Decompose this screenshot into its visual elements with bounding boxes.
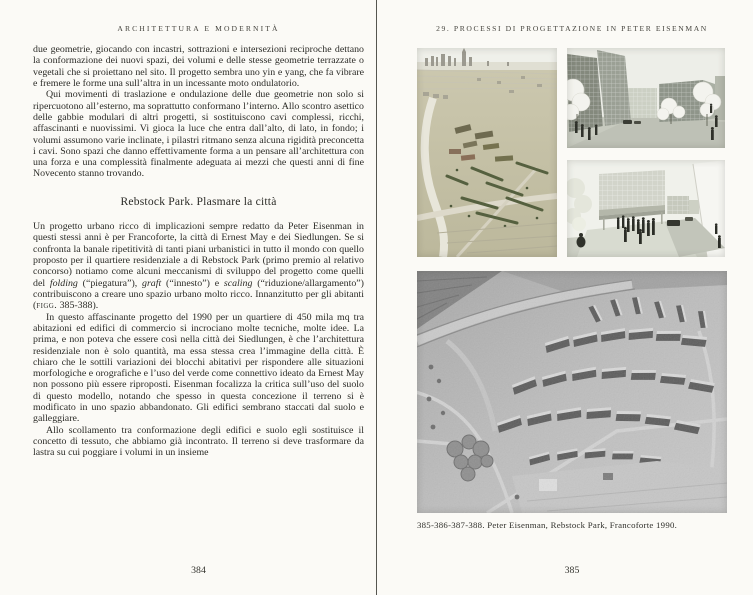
right-running-head: 29. PROCESSI DI PROGETTAZIONE IN PETER EISENMAN (436, 24, 708, 33)
section-heading: Rebstock Park. Plasmare la città (120, 194, 277, 208)
paragraph (33, 89, 364, 180)
left-running-head: ARCHITETTURA E MODERNITÀ (117, 24, 280, 33)
figure-caption: 385-386-387-388. Peter Eisenman, Rebstock Park, Francoforte 1990. (417, 520, 678, 530)
text-segment: graft (142, 277, 162, 289)
figure-387-slab-rendering (567, 160, 725, 257)
text-segment: folding (49, 277, 78, 289)
text-segment: (“innesto”) e (161, 277, 224, 289)
text-segment: Un progetto urbano ricco di implicazioni sempre redatto da Peter Eisenman in questi stessi anni è per Francoforte, la città di Ernest May e dei Siedlungen. Se si confronta la banale ripetitività di tanti piani urbanistici in tutto il mondo con quello proposto per il quartiere residenziale a di Rebstock Park (primo premio al relativo concorso) notiamo come alcuni meccanismi di sviluppo del progetto come quelli del (33, 221, 364, 289)
figure-386-towers-rendering (567, 48, 725, 148)
figure-388-model-photo (417, 271, 727, 513)
left-text-column (33, 44, 364, 459)
text-segment: figg. (36, 300, 58, 312)
paragraph (33, 425, 364, 459)
paragraph (33, 312, 364, 425)
text-segment: Qui movimenti di traslazione e ondulazione delle due geometrie non solo si ripercuotono all’esterno, ma soprattutto conformano l’interno. Allo scontro asettico delle gabbie modulari di altri progetti, si sostituiscono cavi complessi, ricchi, affascinanti e nuovissimi. Vi gioca la luce che entra dall’alto, di lato, in fondo; i volumi assumono varie inclinate, i pilastri ritmano senza alcuna rigidità preconcetta i cavi. Sono spazi che danno effettivamente forma a un pensare all’architettura con una forza e una complessità finalmente adeguata ai mezzi che questi anni di fine Novecento stanno trovando. (33, 89, 364, 180)
paragraph (33, 44, 364, 89)
text-segment: scaling (223, 277, 253, 289)
text-segment: In questo affascinante progetto del 1990 per un quartiere di 450 mila mq tra abitazioni ed edifici di commercio si incrociano molte tecniche, molte idee. La prima, e non poteva che essere così nella città dei Siedlungen, è che l’architettura residenziale non è solo quantità, ma essa stessa crea l’immagine della città. È chiaro che le sottili variazioni dei blocchi abitativi per rispondere alle situazioni morfologiche e orografiche e l’uso del verde come connettivo ideato da Ernest May non possono più essere riproposti. Eisenman focalizza la critica sull’uso del suolo di questo modello, notando che spesso in questa concezione il terreno si è modificato in uno spazio abbandonato. Gli edifici sembrano staccati dal suolo e galleggiare. (33, 311, 364, 425)
text-segment: 385-388). (57, 300, 99, 312)
text-segment: (“piegatura”), (77, 277, 143, 289)
right-page-number: 385 (564, 565, 580, 576)
text-segment: (“riduzione/allargamento”) contribuiscono a creare uno spazio urbano molto ricco. Innanzitutto per gli abitanti ( (33, 277, 364, 312)
page-gutter-line (376, 0, 377, 595)
text-segment: Allo scollamento tra conformazione degli edifici e suolo egli sostituisce il concetto di tessuto, che abbiamo già incontrato. Il terreno si deve trasformare da lastra su cui poggiare i volumi in un insieme (33, 424, 364, 459)
figure-385-aerial-rendering (417, 48, 557, 257)
text-segment: due geometrie, giocando con incastri, sottrazioni e intersezioni reciproche dettano la conformazione dei nuovi spazi, dei volumi e delle stesse geometrie terrazzate o vegetali che si proiettano nel sito. Il progetto sembra uno yin e yang, che fa vibrare e fremere le forme una sull’altra in un incessante moto ondulatorio. (33, 44, 364, 89)
paragraph (33, 221, 364, 312)
left-page-number: 384 (191, 565, 206, 576)
